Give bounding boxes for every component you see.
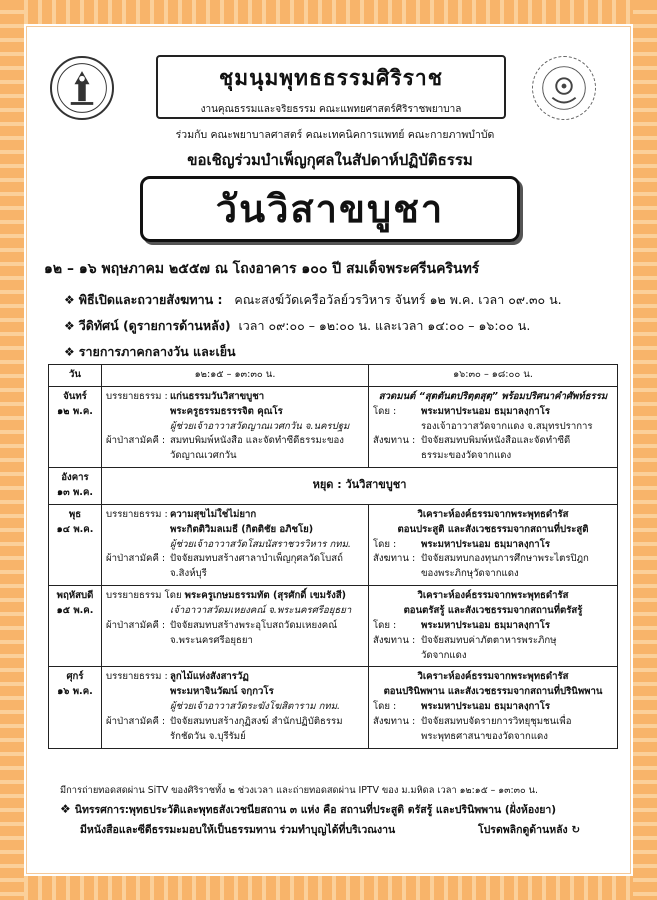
day-cell (49, 504, 102, 585)
evening-cell (369, 586, 618, 667)
speaker-title: รองเจ้าอาวาสวัดจากแดง จ.สมุทรปราการ (421, 420, 593, 432)
evening-cell (369, 667, 618, 748)
event-date-venue: ๑๒ – ๑๖ พฤษภาคม ๒๕๕๗ ณ โถงอาคาร ๑๐๐ ปี สมเด็จพระศรีนครินทร์ (44, 261, 480, 277)
talk-topic: แก่นธรรมวันวิสาขบูชา (170, 390, 265, 402)
label: โดย : (373, 701, 397, 713)
offering-purpose-cont: วัดจากแดง (421, 649, 467, 661)
offering-purpose: ปัจจัยสมทบกองทุนการศึกษาพระไตรปิฎก (421, 553, 589, 565)
talk-topic: ลูกไม้แห่งสังสารวัฏ (170, 671, 249, 683)
speaker: พระครูเกษมธรรมทัต (สุรศักดิ์ เขมรังสี) (184, 590, 347, 602)
donation-purpose: ปัจจัยสมทบสร้างพระอุโบสถวัดมเหยงคณ์ (170, 619, 338, 631)
diamond-bullet-icon: ❖ (64, 319, 75, 333)
evening-speaker: พระมหาประนอม ธมฺมาลงฺกาโร (421, 619, 551, 631)
books-note: มีหนังสือและซีดีธรรมะมอบให้เป็นธรรมทาน ร่วมทำบุญได้ที่บริเวณงาน (80, 824, 396, 836)
speaker: พระกิตติวิมลเมธี (กิตติชัย อภิชโย) (170, 523, 314, 535)
opening-ceremony-line (64, 290, 562, 310)
video-line (64, 316, 530, 336)
label: สังฆทาน : (373, 634, 416, 646)
day-name: ศุกร์ (66, 671, 84, 683)
video-time: เวลา ๐๙:๐๐ – ๑๒:๐๐ น. และเวลา ๑๔:๐๐ – ๑๖:๐๐ น. (238, 318, 531, 333)
label: โดย : (373, 405, 397, 417)
schedule-table (48, 364, 618, 749)
offering-purpose-cont: ของพระภิกษุวัดจากแดง (421, 568, 519, 580)
border-bottom (0, 876, 657, 900)
broadcast-note: มีการถ่ายทอดสดผ่าน SiTV ของศิริราชทั้ง ๒ ช่วงเวลา และถ่ายทอดสดผ่าน IPTV ของ ม.มหิดล เวลา ๑๒:๑๕ – ๑๓:๓๐ น. (60, 785, 538, 796)
schedule-heading: รายการภาคกลางวัน และเย็น (78, 344, 236, 359)
donation-purpose: ปัจจัยสมทบสร้างกุฏิสงฆ์ สำนักปฏิบัติธรรม (170, 716, 343, 728)
offering-purpose: ปัจจัยสมทบจัดรายการวิทยุชุมชนเพื่อ (421, 716, 572, 728)
talk-topic: ความสุขไม่ใช่ไม่ยาก (170, 508, 257, 520)
speaker: พระครูธรรมธรรรจิต คุณโร (170, 405, 283, 417)
day-date: ๑๓ พ.ค. (56, 487, 94, 499)
label: สังฆทาน : (373, 435, 416, 447)
day-date: ๑๒ พ.ค. (57, 405, 93, 417)
header-evening: ๑๖:๓๐ – ๑๘:๐๐ น. (369, 365, 618, 387)
diamond-bullet-icon: ❖ (64, 345, 75, 359)
label: ผ้าป่าสามัคคี : (106, 435, 166, 447)
day-date: ๑๔ พ.ค. (56, 523, 94, 535)
header-midday: ๑๒:๑๕ – ๑๓:๓๐ น. (102, 365, 369, 387)
label: สังฆทาน : (373, 716, 416, 728)
invitation-heading: ขอเชิญร่วมบำเพ็ญกุศลในสัปดาห์ปฏิบัติธรรม (187, 151, 473, 169)
opening-ceremony-text: คณะสงฆ์วัดเครือวัลย์วรวิหาร จันทร์ ๑๒ พ.ค. เวลา ๐๙.๓๐ น. (234, 292, 562, 307)
faculty-seal-logo (50, 56, 114, 120)
label: สังฆทาน : (373, 553, 416, 565)
donation-purpose-cont: รักชัดวัน จ.บุรีรัมย์ (170, 730, 246, 742)
speaker: พระมหาจินวัฒน์ จกฺกวโร (170, 686, 274, 698)
table-row (49, 504, 618, 585)
opening-ceremony-label: พิธีเปิดและถวายสังฆทาน : (78, 292, 223, 307)
border-right (633, 0, 657, 900)
organizer-subtitle: งานคุณธรรมและจริยธรรม คณะแพทยศาสตร์ศิริราชพยาบาล (200, 104, 462, 115)
day-cell (49, 468, 102, 505)
day-name: จันทร์ (63, 390, 87, 402)
evening-topic: วิเคราะห์องค์ธรรมจากพระพุทธดำรัส (417, 671, 569, 683)
evening-speaker: พระมหาประนอม ธมฺมาลงฺกาโร (421, 538, 551, 550)
evening-topic-cont: ตอนปรินิพพาน และสังเวชธรรมจากสถานที่ปรินิพพาน (383, 686, 603, 698)
evening-topic: วิเคราะห์องค์ธรรมจากพระพุทธดำรัส (417, 508, 569, 520)
border-top (0, 0, 657, 24)
donation-purpose-cont: วัดญาณเวศกวัน (170, 450, 237, 462)
day-date: ๑๖ พ.ค. (57, 686, 93, 698)
donation-purpose-cont: จ.สิงห์บุรี (170, 568, 207, 580)
buddhist-seal-logo (532, 56, 596, 120)
evening-topic: วิเคราะห์องค์ธรรมจากพระพุทธดำรัส (417, 590, 569, 602)
donation-purpose-cont: จ.พระนครศรีอยุธยา (170, 634, 253, 646)
diamond-bullet-icon: ❖ (64, 293, 75, 307)
label: โดย : (373, 619, 397, 631)
evening-topic-cont: ตอนตรัสรู้ และสังเวชธรรมจากสถานที่ตรัสรู้ (403, 605, 583, 617)
day-cell (49, 386, 102, 467)
label: ผ้าป่าสามัคคี : (106, 716, 166, 728)
table-header-row (49, 365, 618, 387)
donation-purpose: สมทบพิมพ์หนังสือ และจัดทำซีดีธรรมะของ (170, 435, 344, 447)
midday-cell (102, 667, 369, 748)
speaker-title: ผู้ช่วยเจ้าอาวาสวัดญาณเวศกวัน จ.นครปฐม (170, 420, 350, 432)
exhibition-note (60, 801, 620, 818)
day-name: พฤหัสบดี (56, 590, 94, 602)
video-label: วีดิทัศน์ (ดูรายการด้านหลัง) (78, 318, 231, 333)
evening-cell (369, 386, 618, 467)
cooperating-faculties: ร่วมกับ คณะพยาบาลศาสตร์ คณะเทคนิคการแพทย์ คณะกายภาพบำบัด (175, 129, 495, 141)
midday-cell (102, 504, 369, 585)
label: บรรยายธรรม โดย (106, 590, 182, 602)
day-date: ๑๕ พ.ค. (56, 605, 94, 617)
offering-purpose: ปัจจัยสมทบค่าภัตตาหารพระภิกษุ (421, 634, 557, 646)
offering-purpose-cont: พระพุทธศาสนาของวัดจากแดง (421, 730, 548, 742)
day-name: อังคาร (61, 472, 89, 484)
label: ผ้าป่าสามัคคี : (106, 553, 166, 565)
event-title-box (140, 176, 520, 242)
day-cell (49, 667, 102, 748)
speaker-title: ผู้ช่วยเจ้าอาวาสวัดระฆังโฆสิตาราม กทม. (170, 701, 341, 713)
speaker-title: เจ้าอาวาสวัดมเหยงคณ์ จ.พระนครศรีอยุธยา (170, 605, 352, 617)
organizer-title: ชุมนุมพุทธธรรมศิริราช (219, 65, 443, 90)
evening-topic: สวดมนต์ “สุตตันตปริตฺตสุตฺ” พร้อมปริศนาคำศัพท์ธรรม (378, 390, 608, 402)
midday-cell (102, 386, 369, 467)
exhibition-text: นิทรรศการ:พุทธประวัติและพุทธสังเวชนียสถาน ๓ แห่ง คือ สถานที่ประสูติ ตรัสรู้ และปรินิพพาน (ฝั่งห้องยา) (74, 804, 557, 816)
offering-purpose: ปัจจัยสมทบพิมพ์หนังสือและจัดทำซีดี (421, 435, 571, 447)
organizer-title-box (156, 55, 506, 119)
border-left (0, 0, 24, 900)
table-row (49, 468, 618, 505)
label: บรรยายธรรม : (106, 508, 168, 520)
schedule-heading-line (64, 342, 236, 362)
day-cell (49, 586, 102, 667)
label: ผ้าป่าสามัคคี : (106, 619, 166, 631)
evening-speaker: พระมหาประนอม ธมฺมาลงฺกาโร (421, 405, 551, 417)
table-row (49, 586, 618, 667)
turn-over-note: โปรดพลิกดูด้านหลัง ↻ (478, 824, 581, 836)
event-title: วันวิสาขบูชา (215, 186, 445, 231)
label: โดย : (373, 538, 397, 550)
evening-topic-cont: ตอนประสูติ และสังเวชธรรมจากสถานที่ประสูติ (397, 523, 589, 535)
label: บรรยายธรรม : (106, 671, 168, 683)
holiday-cell: หยุด : วันวิสาขบูชา (102, 468, 618, 505)
donation-purpose: ปัจจัยสมทบสร้างศาลาบำเพ็ญกุศลวัดโบสถ์ (170, 553, 343, 565)
offering-purpose-cont: ธรรมะของวัดจากแดง (421, 450, 512, 462)
evening-speaker: พระมหาประนอม ธมฺมาลงฺกาโร (421, 701, 551, 713)
speaker-title: ผู้ช่วยเจ้าอาวาสวัดโสมนัสราชวรวิหาร กทม. (170, 538, 351, 550)
table-row (49, 667, 618, 748)
evening-cell (369, 504, 618, 585)
table-row (49, 386, 618, 467)
header-day: วัน (49, 365, 102, 387)
midday-cell (102, 586, 369, 667)
day-name: พุธ (68, 508, 82, 520)
label: บรรยายธรรม : (106, 390, 168, 402)
diamond-bullet-icon: ❖ (60, 802, 71, 816)
